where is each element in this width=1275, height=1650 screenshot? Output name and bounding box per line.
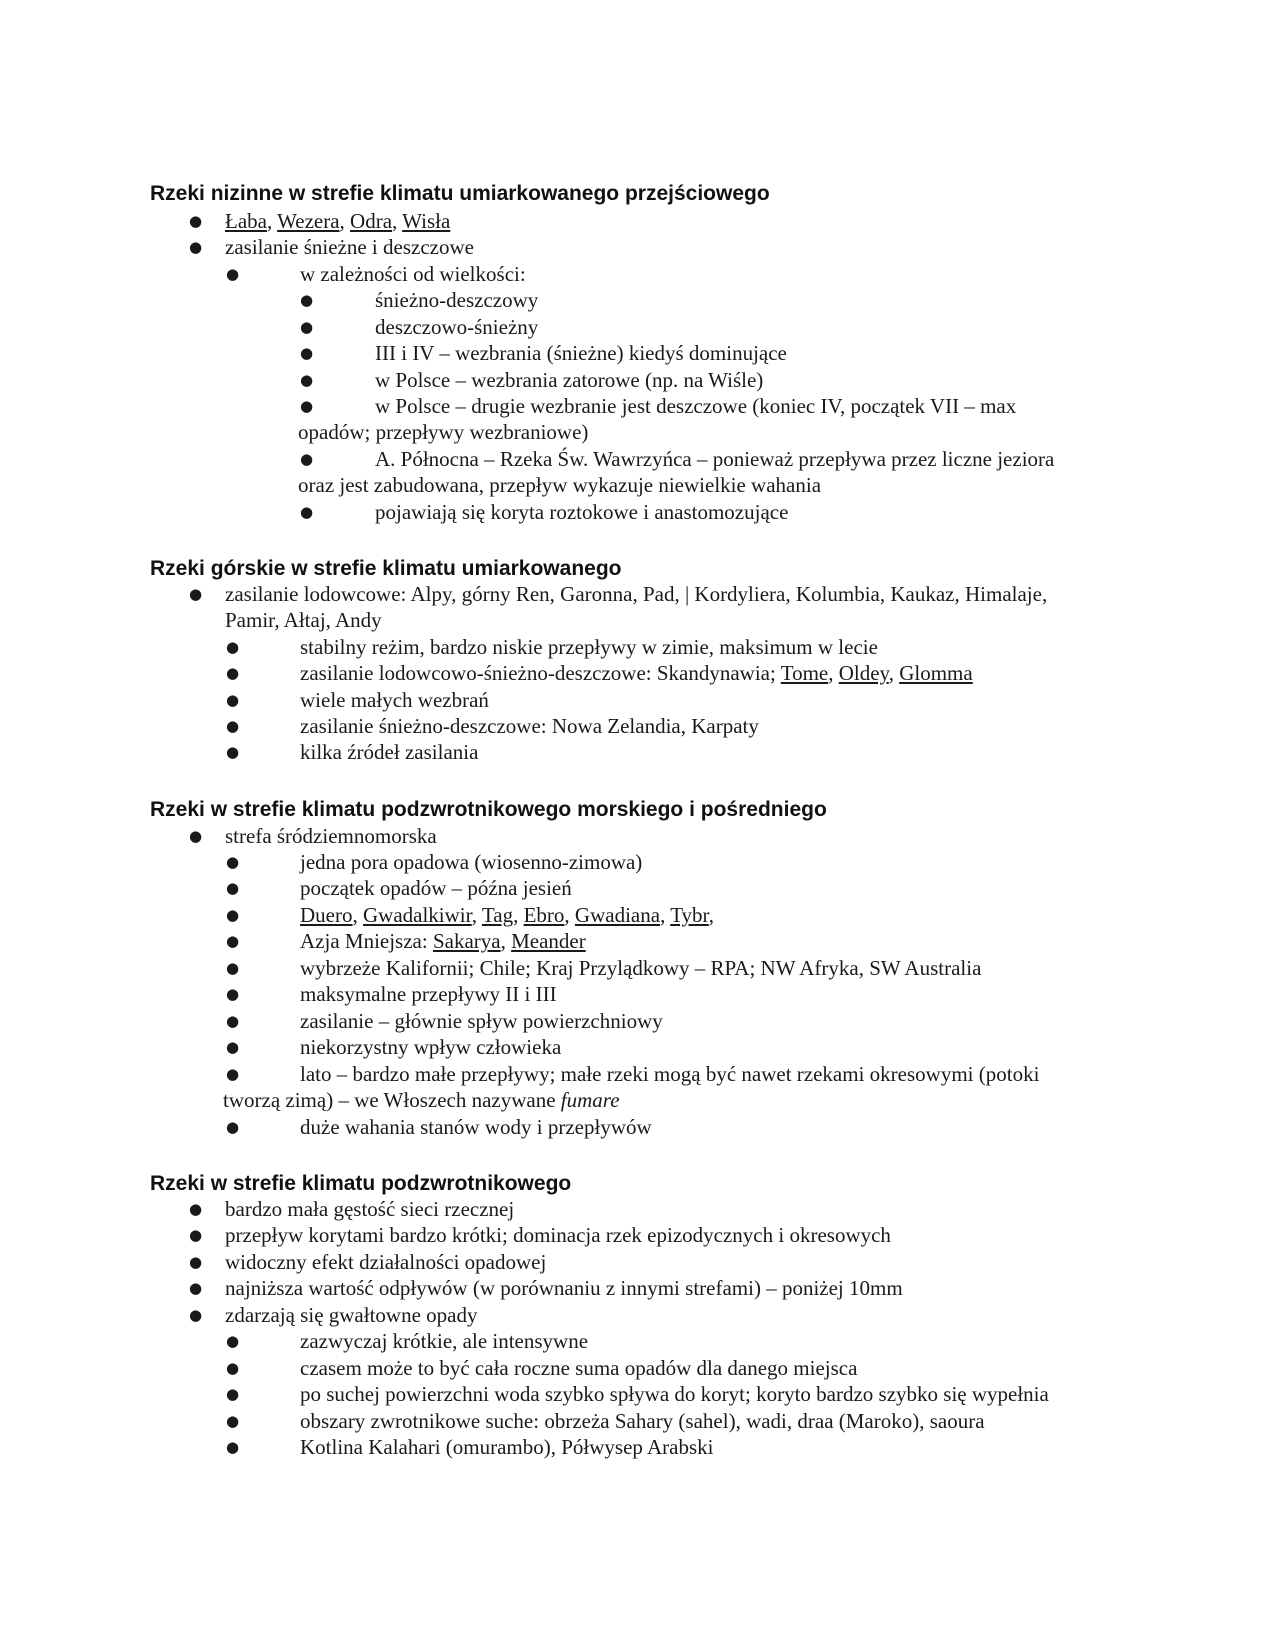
list-item-text: w Polsce – wezbrania zatorowe (np. na Wiśle) <box>375 368 764 392</box>
list-item-continuation <box>223 1087 620 1113</box>
list-item <box>226 713 759 739</box>
river-link[interactable]: Oldey <box>838 661 889 685</box>
list-item <box>226 1328 589 1354</box>
list-item: ● Duero, Gwadalkiwir, Tag, Ebro, Gwadiana, Tybr, <box>226 903 714 927</box>
list-item-text: po suchej powierzchni woda szybko spływa do koryt; koryto bardzo szybko się wypełnia <box>300 1382 1049 1406</box>
list-item <box>300 499 789 525</box>
list-item <box>189 1302 478 1328</box>
bullet-icon: ● <box>226 691 240 709</box>
list-item <box>226 687 489 713</box>
bullet-icon: ● <box>226 1385 240 1403</box>
section-heading-subtropical-maritime: Rzeki w strefie klimatu podzwrotnikowego morskiego i pośredniego <box>150 798 827 821</box>
list-item-text: lato – bardzo małe przepływy; małe rzeki mogą być nawet rzekami okresowymi (potoki <box>300 1062 1040 1086</box>
bullet-icon: ● <box>226 743 240 761</box>
bullet-icon: ● <box>226 1118 240 1136</box>
bullet-icon: ● <box>300 503 314 521</box>
list-item-text: zasilanie – głównie spływ powierzchniowy <box>300 1009 663 1033</box>
bullet-icon: ● <box>189 585 203 603</box>
bullet-icon: ● <box>226 853 240 871</box>
list-item-text: A. Północna – Rzeka Św. Wawrzyńca – ponieważ przepływa przez liczne jeziora <box>375 447 1055 471</box>
list-item <box>189 1196 515 1222</box>
list-item <box>300 314 539 340</box>
list-item <box>226 981 557 1007</box>
list-item <box>226 261 526 287</box>
bullet-icon: ● <box>226 1438 240 1456</box>
list-item-text: zasilanie śnieżne i deszczowe <box>225 235 474 259</box>
list-item-text: wiele małych wezbrań <box>300 688 489 712</box>
bullet-icon: ● <box>189 1279 203 1297</box>
list-item <box>189 823 437 849</box>
bullet-icon: ● <box>189 1226 203 1244</box>
bullet-icon: ● <box>226 1359 240 1377</box>
list-item <box>189 234 474 260</box>
list-item-text: początek opadów – późna jesień <box>300 876 572 900</box>
bullet-icon: ● <box>300 318 314 336</box>
list-item <box>226 1408 985 1434</box>
list-item-text: bardzo mała gęstość sieci rzecznej <box>225 1197 515 1221</box>
bullet-icon: ● <box>300 291 314 309</box>
list-item <box>189 1222 891 1248</box>
list-item-text: zasilanie śnieżno-deszczowe: Nowa Zelandia, Karpaty <box>300 714 759 738</box>
bullet-icon: ● <box>189 238 203 256</box>
bullet-icon: ● <box>226 638 240 656</box>
list-item-text: jedna pora opadowa (wiosenno-zimowa) <box>300 850 643 874</box>
list-item <box>226 1061 1040 1087</box>
river-link[interactable]: Gwadiana <box>574 903 661 927</box>
river-link[interactable]: Tome <box>780 661 829 685</box>
list-item-text: deszczowo-śnieżny <box>375 315 539 339</box>
list-item-text: tworzą zimą) – we Włoszech nazywane <box>223 1088 561 1112</box>
list-item-text: stabilny reżim, bardzo niskie przepływy w zimie, maksimum w lecie <box>300 635 878 659</box>
bullet-icon: ● <box>226 879 240 897</box>
list-item: ● Łaba, Wezera, Odra, Wisła <box>189 209 451 233</box>
italic-term: fumare <box>560 1088 620 1112</box>
list-item <box>300 393 1017 419</box>
river-link[interactable]: Gwadalkiwir <box>362 903 472 927</box>
bullet-icon: ● <box>226 932 240 950</box>
list-item <box>226 1034 562 1060</box>
list-item-text: duże wahania stanów wody i przepływów <box>300 1115 652 1139</box>
bullet-icon: ● <box>226 1012 240 1030</box>
list-item <box>226 849 643 875</box>
bullet-icon: ● <box>300 397 314 415</box>
bullet-icon: ● <box>226 265 240 283</box>
list-item <box>226 1008 663 1034</box>
list-item <box>226 1114 652 1140</box>
bullet-icon: ● <box>189 1200 203 1218</box>
river-link[interactable]: Duero <box>300 903 353 927</box>
list-item <box>189 1275 903 1301</box>
list-item-text: w zależności od wielkości: <box>300 262 526 286</box>
river-link[interactable]: Ebro <box>523 903 565 927</box>
river-link[interactable]: Tybr <box>670 903 709 927</box>
list-item <box>300 367 764 393</box>
list-item <box>226 875 572 901</box>
bullet-icon: ● <box>189 212 203 230</box>
list-item-text: zdarzają się gwałtowne opady <box>225 1303 478 1327</box>
list-item <box>300 287 539 313</box>
bullet-icon: ● <box>226 664 240 682</box>
list-item-text: najniższa wartość odpływów (w porównaniu z innymi strefami) – poniżej 10mm <box>225 1276 903 1300</box>
bullet-icon: ● <box>226 1332 240 1350</box>
list-item-text: niekorzystny wpływ człowieka <box>300 1035 562 1059</box>
list-item: ● zasilanie lodowcowo-śnieżno-deszczowe: Skandynawia; Tome, Oldey, Glomma <box>226 661 973 685</box>
section-heading-lowland-rivers: Rzeki nizinne w strefie klimatu umiarkowanego przejściowego <box>150 182 770 205</box>
list-item-text: w Polsce – drugie wezbranie jest deszczowe (koniec IV, początek VII – max <box>375 394 1017 418</box>
list-item-text: widoczny efekt działalności opadowej <box>225 1250 547 1274</box>
river-link[interactable]: Łaba <box>225 209 267 233</box>
list-item <box>300 446 1055 472</box>
list-item <box>226 955 982 981</box>
river-link[interactable]: Odra <box>350 209 393 233</box>
list-item-text: Azja Mniejsza: <box>300 929 433 953</box>
list-item <box>226 1355 858 1381</box>
bullet-icon: ● <box>189 1253 203 1271</box>
bullet-icon: ● <box>300 344 314 362</box>
list-item <box>226 634 878 660</box>
list-item-text: przepływ korytami bardzo krótki; dominacja rzek epizodycznych i okresowych <box>225 1223 891 1247</box>
list-item-continuation: opadów; przepływy wezbraniowe) <box>298 420 589 444</box>
river-link[interactable]: Wisła <box>402 209 451 233</box>
river-link[interactable]: Sakarya <box>432 929 501 953</box>
section-heading-mountain-rivers: Rzeki górskie w strefie klimatu umiarkowanego <box>150 557 622 580</box>
river-link[interactable]: Tag <box>481 903 514 927</box>
list-item-text: III i IV – wezbrania (śnieżne) kiedyś dominujące <box>375 341 787 365</box>
list-item-text: pojawiają się koryta roztokowe i anastomozujące <box>375 500 789 524</box>
list-item <box>189 1249 547 1275</box>
bullet-icon: ● <box>226 959 240 977</box>
bullet-icon: ● <box>189 827 203 845</box>
list-item <box>226 739 479 765</box>
section-heading-subtropical: Rzeki w strefie klimatu podzwrotnikowego <box>150 1172 572 1195</box>
bullet-icon: ● <box>226 1038 240 1056</box>
list-item-text: Kotlina Kalahari (omurambo), Półwysep Arabski <box>300 1435 714 1459</box>
bullet-icon: ● <box>300 450 314 468</box>
list-item-continuation: oraz jest zabudowana, przepływ wykazuje niewielkie wahania <box>298 473 822 497</box>
river-link[interactable]: Meander <box>511 929 586 953</box>
bullet-icon: ● <box>226 1412 240 1430</box>
river-link[interactable]: Glomma <box>899 661 973 685</box>
list-item-text: kilka źródeł zasilania <box>300 740 479 764</box>
list-item <box>226 1434 714 1460</box>
list-item-text: wybrzeże Kalifornii; Chile; Kraj Przylądkowy – RPA; NW Afryka, SW Australia <box>300 956 982 980</box>
river-link[interactable]: Wezera <box>277 209 340 233</box>
list-item-text: obszary zwrotnikowe suche: obrzeża Sahary (sahel), wadi, draa (Maroko), saoura <box>300 1409 985 1433</box>
bullet-icon: ● <box>226 717 240 735</box>
bullet-icon: ● <box>226 985 240 1003</box>
list-item-continuation: Pamir, Ałtaj, Andy <box>225 608 382 632</box>
list-item-text: zasilanie lodowcowo-śnieżno-deszczowe: Skandynawia; <box>300 661 781 685</box>
list-item-text: maksymalne przepływy II i III <box>300 982 557 1006</box>
list-item-text: strefa śródziemnomorska <box>225 824 437 848</box>
list-item <box>300 340 787 366</box>
bullet-icon: ● <box>189 1306 203 1324</box>
list-item: ● Azja Mniejsza: Sakarya, Meander <box>226 929 586 953</box>
bullet-icon: ● <box>300 371 314 389</box>
list-item-text: zasilanie lodowcowe: Alpy, górny Ren, Garonna, Pad, | Kordyliera, Kolumbia, Kaukaz, Himalaje, <box>225 582 1048 606</box>
bullet-icon: ● <box>226 906 240 924</box>
list-item <box>189 581 1048 607</box>
list-item <box>226 1381 1049 1407</box>
list-item-text: zazwyczaj krótkie, ale intensywne <box>300 1329 589 1353</box>
list-item-text: śnieżno-deszczowy <box>375 288 539 312</box>
list-item-text: czasem może to być cała roczne suma opadów dla danego miejsca <box>300 1356 858 1380</box>
bullet-icon: ● <box>226 1065 240 1083</box>
